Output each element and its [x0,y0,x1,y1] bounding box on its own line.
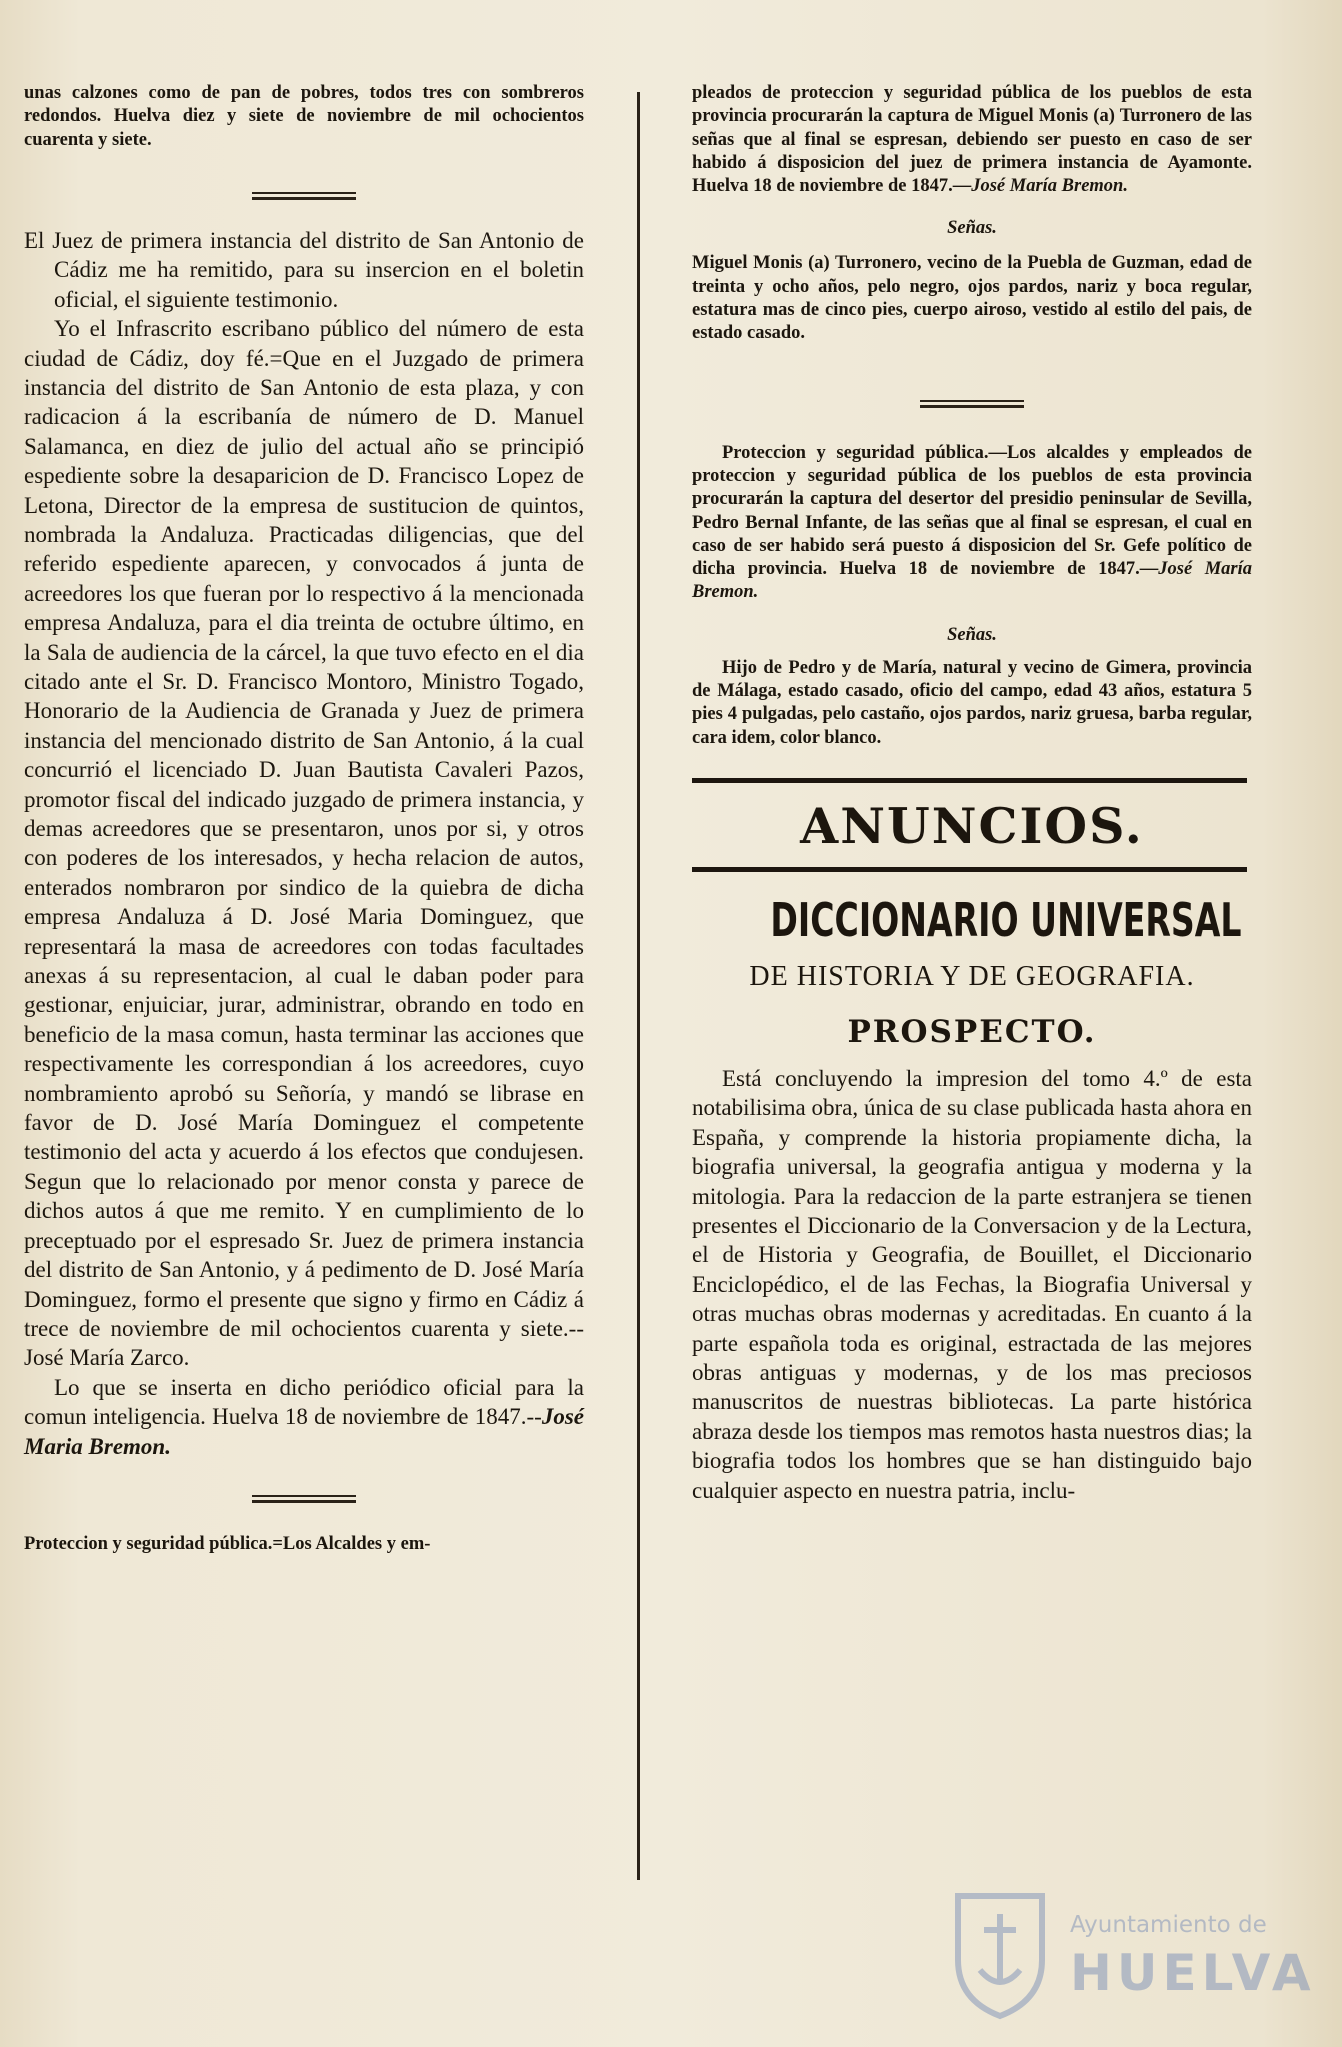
watermark-line2: HUELVA [1070,1944,1316,2002]
senas-monis-paragraph: Miguel Monis (a) Turronero, vecino de la Puebla de Guzman, edad de treinta y ocho años, pelo negro, ojos pardos, nariz y boca regular, estatura mas de cinco pies, cuerpo airoso, vestido al estilo del pais, de estado casado. [692,253,1252,344]
left-column [24,82,584,1556]
anuncios-heading: ANUNCIOS. [800,796,1144,855]
section-ornament [252,1495,356,1503]
right-monis-text: pleados de proteccion y seguridad pública de los pueblos de esta provincia procurarán la captura de Miguel Monis (a) Turronero de las señas que al final se espresan, debiendo ser puesto en caso de ser habido á disposicion del juez de primera instancia de Ayamonte. Huelva 18 de noviembre de 1847.— [692,83,1252,197]
prospecto-heading: PROSPECTO. [847,1013,1097,1050]
watermark-line1: Ayuntamiento de [1070,1912,1267,1938]
diccionario-subtitle: DE HISTORIA Y DE GEOGRAFIA. [749,960,1195,992]
column-divider [637,92,640,1880]
senas-heading: Señas. [947,624,997,645]
left-closing-text: Lo que se inserta en dicho periódico oficial para la comun inteligencia. Huelva 18 de noviembre de 1847.-- [24,1374,584,1430]
section-ornament [252,192,356,200]
diccionario-title: DICCIONARIO UNIVERSAL [770,892,1242,947]
left-notice-heading-paragraph: El Juez de primera instancia del distrito de San Antonio de Cádiz me ha remitido, para su insercion en el boletin oficial, el siguiente testimonio. [24,227,584,312]
right-bernal-paragraph [692,442,1252,605]
right-monis-signature: José María Bremon. [971,176,1128,197]
senas-bernal-paragraph: Hijo de Pedro y de María, natural y vecino de Gimera, provincia de Málaga, estado casado, oficio del campo, edad 43 años, estatura 5 pies 4 pulgadas, pelo castaño, ojos pardos, nariz gruesa, barba regular, cara idem, color blanco. [692,657,1252,748]
ayuntamiento-huelva-watermark [944,1882,1334,2032]
left-proteccion-start: Proteccion y seguridad pública.=Los Alcaldes y em- [24,1533,431,1554]
section-ornament [920,400,1024,408]
shield-icon [950,1890,1050,2020]
left-intro-paragraph: unas calzones como de pan de pobres, todos tres con sombreros redondos. Huelva diez y siete de noviembre de mil ochocientos cuarenta y siete. [24,83,584,150]
left-closing-paragraph [24,1373,584,1461]
prospecto-paragraph: Está concluyendo la impresion del tomo 4.º de esta notabilisima obra, única de su clase publicada hasta ahora en España, y comprende la historia propiamente dicha, la biografia universal, la geografia antigua y moderna y la mitologia. Para la redaccion de la parte estranjera se tienen presentes el Diccionario de la Conversacion y de la Lectura, el de Historia y Geografia, de Bouillet, el Diccionario Enciclopédico, el de las Fechas, la Biografia Universal y otras muchas obras modernas y acreditadas. En cuanto á la parte española toda es original, estractada de las mejores obras antiguas y modernas, y de los mas preciosos manuscritos de nuestras bibliotecas. La parte histórica abraza desde los tiempos mas remotos hasta nuestros dias; la biografia todos los hombres que se han distinguido bajo cualquier aspecto en nuestra patria, inclu- [692,1065,1252,1503]
right-bernal-signature: José María Bremon. [692,559,1252,603]
senas-heading: Señas. [947,218,997,239]
left-closing-signature: José Maria Bremon. [24,1404,584,1459]
right-monis-paragraph [692,82,1252,198]
right-column [692,82,1252,1505]
right-bernal-text: Proteccion y seguridad pública.—Los alcaldes y empleados de proteccion y seguridad pública de los pueblos de esta provincia procurarán la captura del desertor del presidio peninsular de Sevilla, Pedro Bernal Infante, de las señas que al final se espresan, el cual en caso de ser habido será puesto á disposicion del Sr. Gefe político de dicha provincia. Huelva 18 de noviembre de 1847.— [692,442,1252,580]
left-testimony-paragraph: Yo el Infrascrito escribano público del número de esta ciudad de Cádiz, doy fé.=Que en el Juzgado de primera instancia del distrito de San Antonio de esta plaza, y con radicacion á la escribanía de número de D. Manuel Salamanca, en diez de julio del actual año se principió espediente sobre la desaparicion de D. Francisco Lopez de Letona, Director de la empresa de sustitucion de quintos, nombrada la Andaluza. Practicadas diligencias, que del referido espediente aparecen, y convocados á junta de acreedores los que fueran por lo respectivo á la mencionada empresa Andaluza, para el dia treinta de octubre último, en la Sala de audiencia de la cárcel, la que tuvo efecto en el dia citado ante el Sr. D. Francisco Montoro, Ministro Togado, Honorario de la Audiencia de Granada y Juez de primera instancia del mencionado distrito de San Antonio, á la cual concurrió el licenciado D. Juan Bautista Cavaleri Pazos, promotor fiscal del indicado juzgado de primera instancia, y demas acreedores que se presentaron, unos por si, y otros con poderes de los interesados, y hecha relacion de autos, enterados nombraron por sindico de la quiebra de dicha empresa Andaluza á D. José Maria Dominguez, que representará la masa de acreedores con todas facultades anexas á su representacion, al cual le daban poder para gestionar, enjuiciar, jurar, administrar, obrando en todo en beneficio de la masa comun, hasta terminar las acciones que respectivamente les correspondian á los acreedores, cuyo nombramiento aprobó su Señoría, y mandó se librase en favor de D. José María Dominguez el competente testimonio del acta y acuerdo á los efectos que condujesen. Segun que lo relacionado por menor consta y parece de dichos autos á que me remito. Y en cumplimiento de lo preceptuado por el espresado Sr. Juez de primera instancia del distrito de San Antonio, y á pedimento de D. José María Dominguez, formo el presente que signo y firmo en Cádiz á trece de noviembre de mil ochocientos cuarenta y siete.--José María Zarco. [24,316,584,1371]
